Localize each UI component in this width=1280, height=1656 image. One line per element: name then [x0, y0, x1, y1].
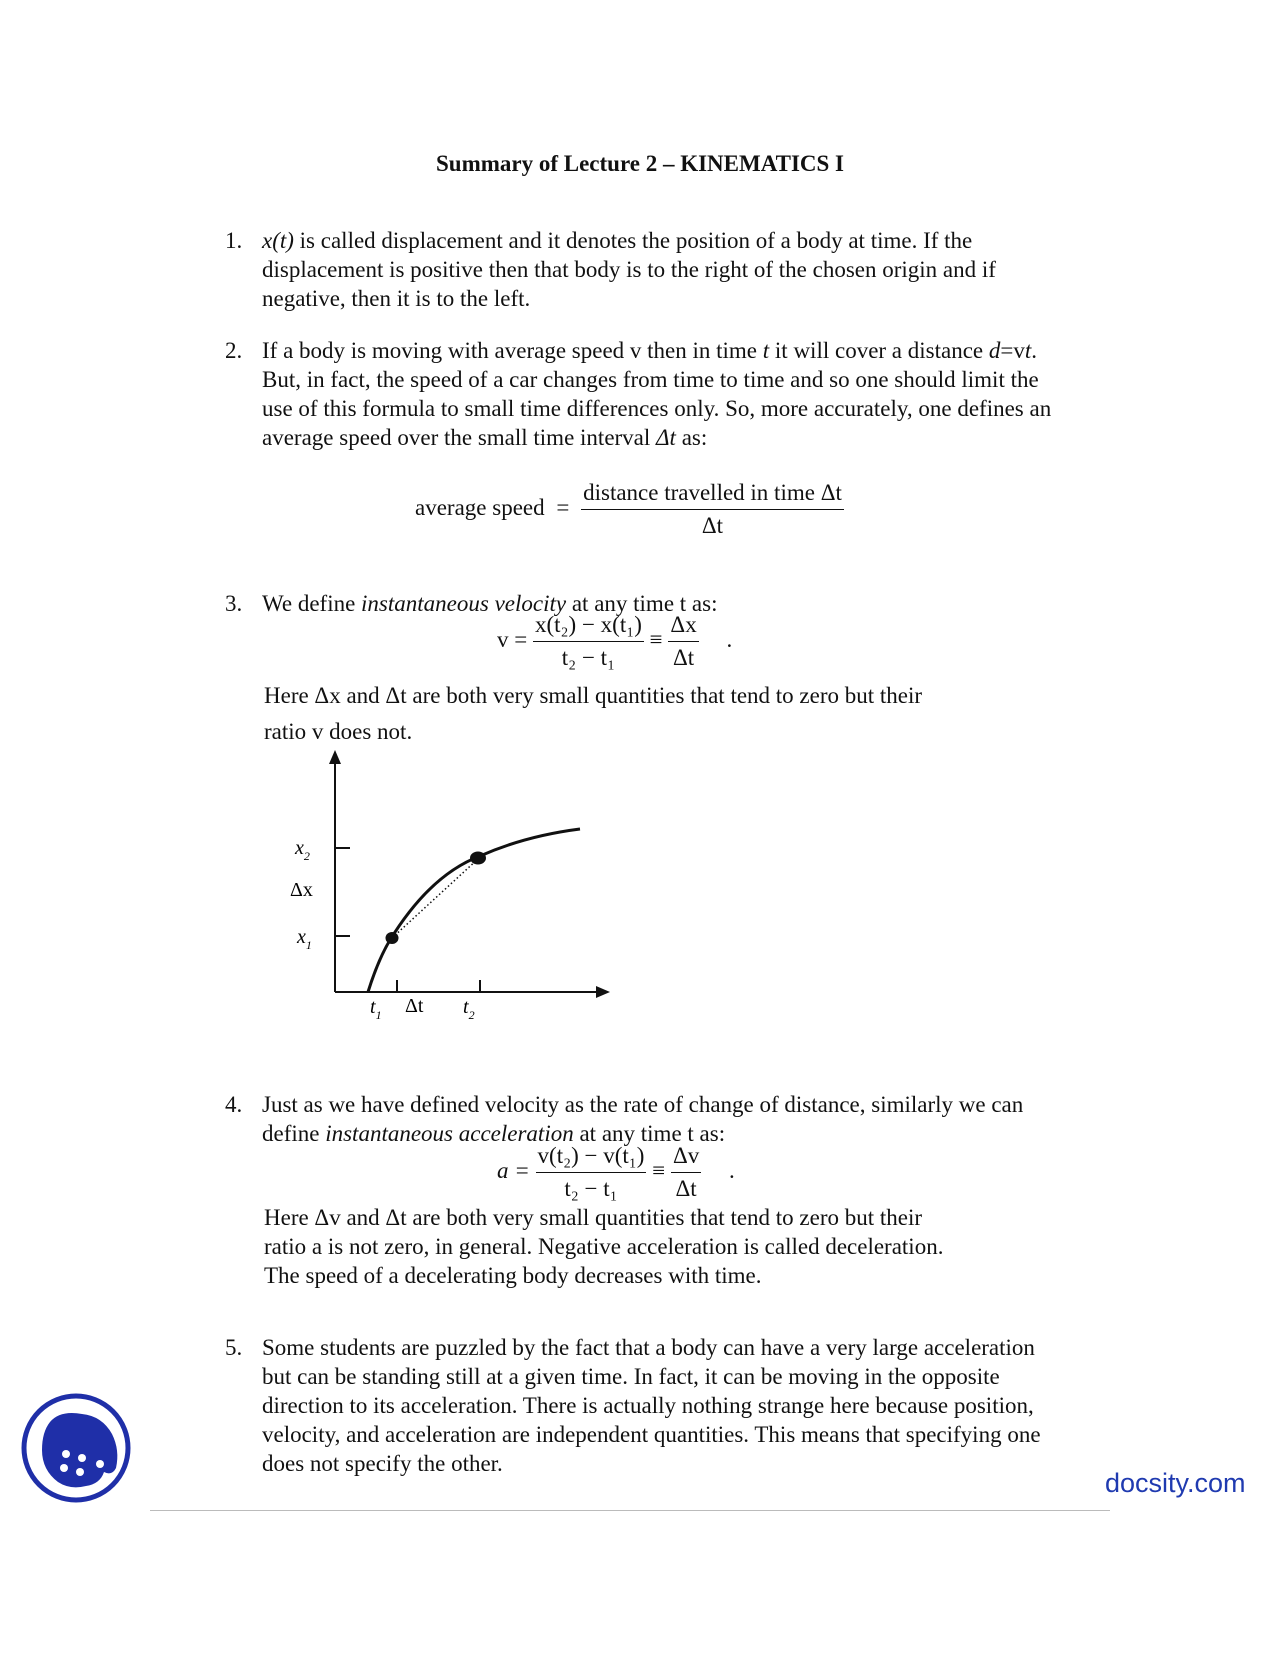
item-5-line-2: but can be standing still at a given time. In fact, it can be moving in the opposite — [262, 1364, 1000, 1389]
item-2-line-1: If a body is moving with average speed v then in time t it will cover a distance d=vt. — [262, 338, 1037, 363]
velocity-equation: v = $\frac{\text{x(t₂) − x(t₁)}}{\text{t₂ − t₁}}$ ≡ $\frac{\Delta x}{\Delta t}$ . — [497, 612, 733, 670]
graph-svg — [280, 750, 620, 1035]
item-4-note: Here Δv and Δt are both very small quantities that tend to zero but their ratio a is not zero, in general. Negative acceleration is called deceleration. The speed of a decelerating body decreases with time. — [264, 1205, 944, 1288]
average-speed-equation: average speed = $\frac{\text{distance travelled in time Δt}}{\Delta t}$ — [415, 480, 842, 538]
label-delta-x: Δx — [290, 879, 313, 901]
label-x1: $x_1$ — [297, 926, 312, 952]
item-5-line-1: Some students are puzzled by the fact that a body can have a very large acceleration — [262, 1335, 1035, 1360]
fraction: $\frac{\text{x(t₂) − x(t₁)}}{\text{t₂ − t₁}}$ — [534, 612, 642, 670]
item-1-line-2: displacement is positive then that body is to the right of the chosen origin and if — [262, 257, 996, 282]
docsity-logo-icon[interactable] — [20, 1392, 132, 1509]
acceleration-equation: a = $\frac{\text{v(t₂) − v(t₁)}}{\text{t₂ − t₁}}$ ≡ $\frac{\Delta v}{\Delta t}$ . — [497, 1143, 735, 1201]
item-2-line-3: use of this formula to small time differences only. So, more accurately, one defines an — [262, 396, 1052, 421]
point-2 — [470, 852, 486, 865]
item-2-line-4: average speed over the small time interval Δt as: — [262, 425, 708, 450]
label-t1: $t_1$ — [370, 996, 382, 1022]
secant-line — [392, 858, 479, 938]
item-number: 2. — [225, 338, 243, 363]
item-1-line-1: x(t) is called displacement and it denotes the position of a body at time. If the — [262, 228, 973, 253]
docsity-brand-link[interactable]: docsity.com — [1105, 1468, 1246, 1498]
item-5-line-5: does not specify the other. — [262, 1451, 503, 1476]
label-t2: $t_2$ — [463, 996, 475, 1022]
item-5-line-3: direction to its acceleration. There is actually nothing strange here because position, — [262, 1393, 1034, 1418]
item-number: 5. — [225, 1335, 243, 1360]
item-4-line-1: Just as we have defined velocity as the rate of change of distance, similarly we can — [262, 1092, 1024, 1117]
fraction: $\frac{\text{v(t₂) − v(t₁)}}{\text{t₂ − t₁}}$ — [537, 1143, 645, 1201]
y-axis-arrow — [329, 750, 341, 764]
position-time-graph — [280, 750, 620, 1040]
item-4-line-2: define instantaneous acceleration at any time t as: — [262, 1121, 726, 1146]
item-5-line-4: velocity, and acceleration are independent quantities. This means that specifying one — [262, 1422, 1041, 1447]
label-x2: $x_2$ — [295, 837, 310, 863]
footer-divider — [150, 1510, 1110, 1511]
item-1-line-3: negative, then it is to the left. — [262, 286, 531, 311]
x-axis-arrow — [596, 986, 610, 998]
item-number: 4. — [225, 1092, 243, 1117]
item-2-line-2: But, in fact, the speed of a car changes from time to time and so one should limit the — [262, 367, 1039, 392]
item-3-note: Here Δx and Δt are both very small quantities that tend to zero but their ratio v does not. — [264, 683, 923, 744]
point-1 — [386, 932, 399, 944]
item-3-line-1: We define instantaneous velocity at any time t as: — [262, 591, 718, 616]
fraction: $\frac{\Delta v}{\Delta t}$ — [672, 1143, 700, 1201]
item-number: 3. — [225, 591, 243, 616]
fraction: $\frac{\text{distance travelled in time Δt}}{\Delta t}$ — [583, 480, 842, 538]
page-title: Summary of Lecture 2 – KINEMATICS I — [435, 151, 845, 176]
fraction: $\frac{\Delta x}{\Delta t}$ — [670, 612, 697, 670]
item-number: 1. — [225, 228, 243, 253]
label-delta-t: Δt — [405, 995, 424, 1017]
